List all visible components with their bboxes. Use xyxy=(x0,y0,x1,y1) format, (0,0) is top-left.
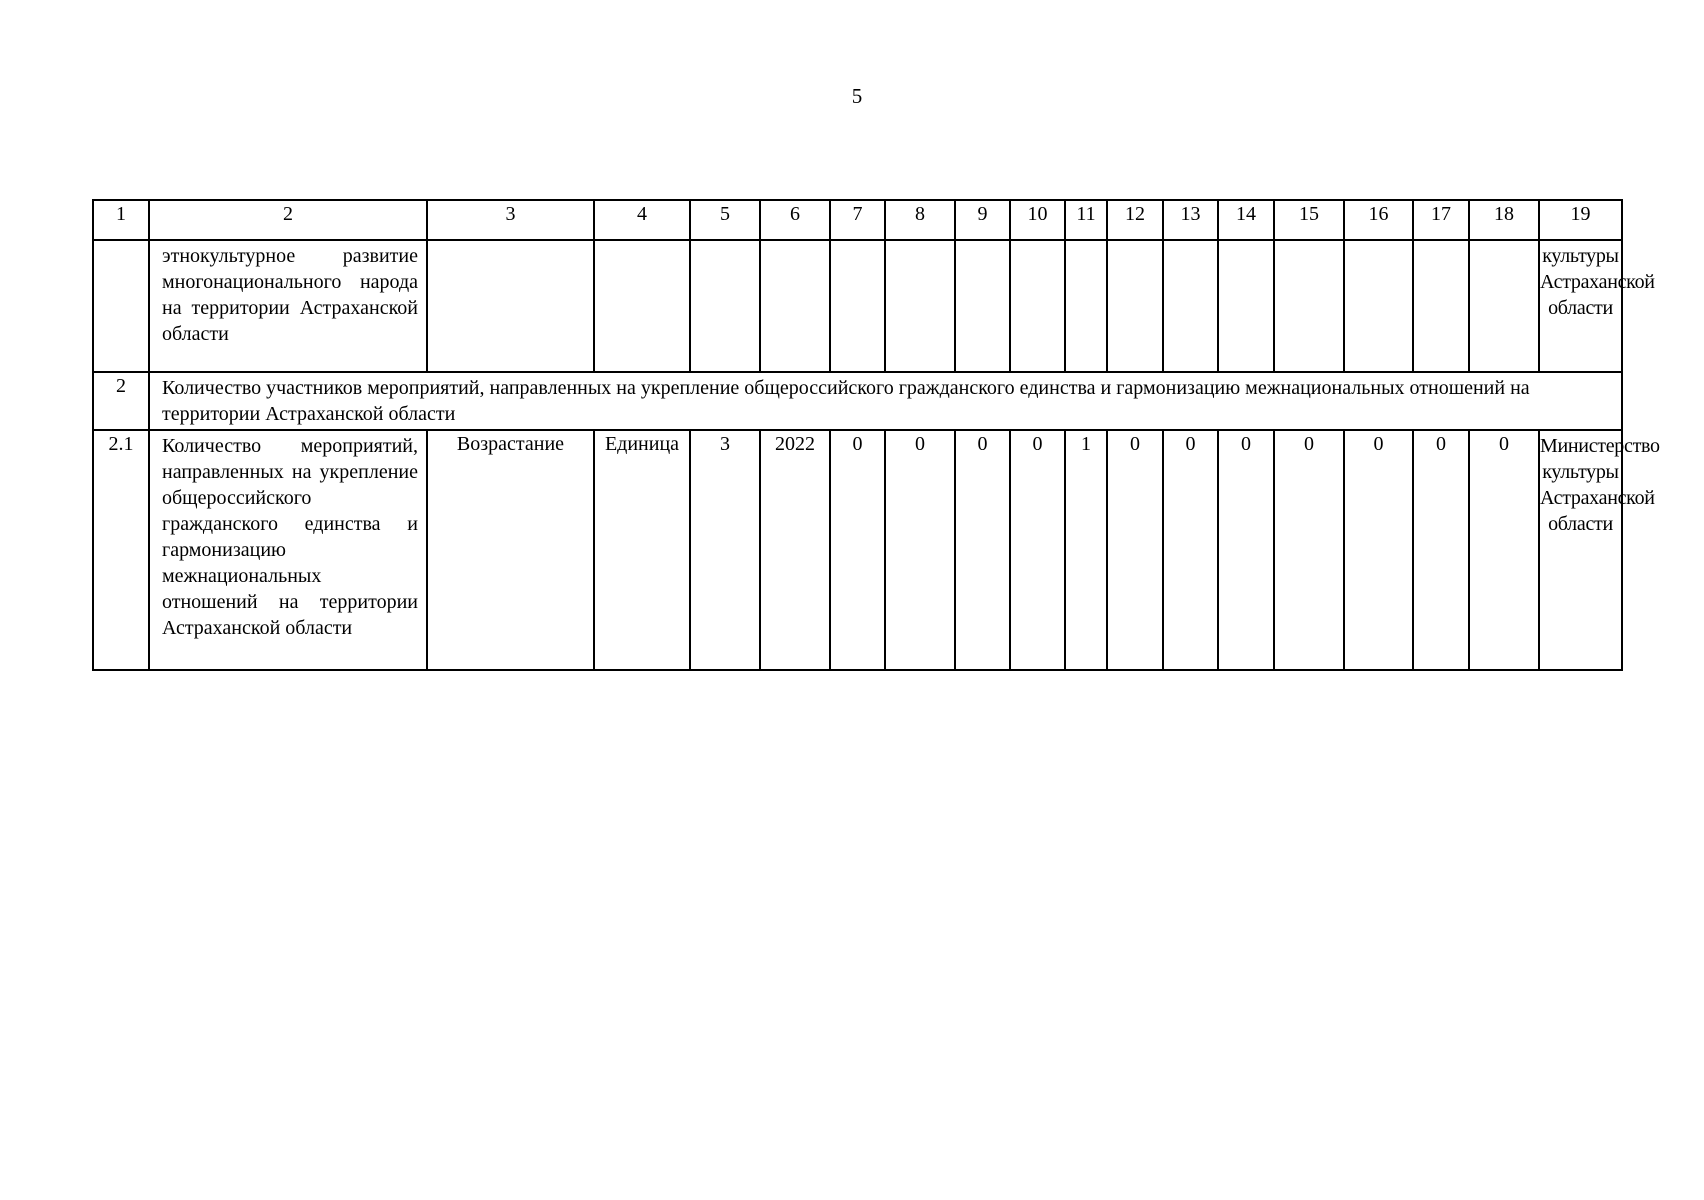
header-cell: 2 xyxy=(149,200,427,240)
header-cell: 5 xyxy=(690,200,760,240)
table-cell xyxy=(1010,240,1065,372)
header-cell: 12 xyxy=(1107,200,1163,240)
section-number: 2 xyxy=(93,372,149,430)
page-number: 5 xyxy=(851,84,863,108)
section-title: Количество участников мероприятий, направленных на укрепление общероссийского гражданского единства и гармонизацию межнациональных отношений на территории Астраханской области xyxy=(149,372,1622,430)
header-cell: 7 xyxy=(830,200,885,240)
table-cell xyxy=(1163,240,1218,372)
table-cell xyxy=(1469,240,1539,372)
table-cell xyxy=(1218,240,1274,372)
value-cell: 0 xyxy=(1344,430,1413,670)
header-cell: 18 xyxy=(1469,200,1539,240)
table-row xyxy=(93,430,1622,670)
value-cell: 0 xyxy=(1010,430,1065,670)
header-cell: 11 xyxy=(1065,200,1107,240)
value-cell: 0 xyxy=(1274,430,1344,670)
table-cell xyxy=(955,240,1010,372)
responsible-cell: Министерство культуры Астраханской области xyxy=(1539,430,1622,670)
table-cell xyxy=(594,240,690,372)
trend-cell: Возрастание xyxy=(427,430,594,670)
responsible-cell: культуры Астраханской области xyxy=(1539,240,1622,372)
header-cell: 17 xyxy=(1413,200,1469,240)
header-row xyxy=(93,200,1622,240)
header-cell: 16 xyxy=(1344,200,1413,240)
table-cell xyxy=(760,240,830,372)
table-cell xyxy=(1107,240,1163,372)
value-cell: 0 xyxy=(885,430,955,670)
header-cell: 1 xyxy=(93,200,149,240)
base-value-cell: 3 xyxy=(690,430,760,670)
value-cell: 0 xyxy=(1163,430,1218,670)
row-number: 2.1 xyxy=(93,430,149,670)
indicator-name-cell: Количество мероприятий, направленных на укрепление общероссийского гражданского единства и гармонизацию межнациональных отношений на территории Астраханской области xyxy=(149,430,427,670)
header-cell: 15 xyxy=(1274,200,1344,240)
base-year-cell: 2022 xyxy=(760,430,830,670)
header-cell: 4 xyxy=(594,200,690,240)
table-cell xyxy=(1274,240,1344,372)
table-row-continued xyxy=(93,240,1622,372)
header-cell: 9 xyxy=(955,200,1010,240)
value-cell: 0 xyxy=(830,430,885,670)
value-cell: 0 xyxy=(955,430,1010,670)
value-cell: 0 xyxy=(1413,430,1469,670)
section-row xyxy=(93,372,1622,430)
indicators-table xyxy=(92,199,1660,671)
header-cell: 3 xyxy=(427,200,594,240)
header-cell: 8 xyxy=(885,200,955,240)
indicator-name-cell: этнокультурное развитие многонационального народа на территории Астраханской области xyxy=(149,240,427,372)
header-cell: 6 xyxy=(760,200,830,240)
header-cell: 10 xyxy=(1010,200,1065,240)
unit-cell: Единица xyxy=(594,430,690,670)
header-cell: 13 xyxy=(1163,200,1218,240)
table-cell xyxy=(690,240,760,372)
value-cell: 0 xyxy=(1218,430,1274,670)
table-cell xyxy=(1344,240,1413,372)
value-cell: 0 xyxy=(1469,430,1539,670)
table-cell xyxy=(1065,240,1107,372)
table-cell xyxy=(885,240,955,372)
value-cell: 0 xyxy=(1107,430,1163,670)
table-cell xyxy=(93,240,149,372)
header-cell: 14 xyxy=(1218,200,1274,240)
header-cell: 19 xyxy=(1539,200,1622,240)
table-cell xyxy=(427,240,594,372)
value-cell: 1 xyxy=(1065,430,1107,670)
table-cell xyxy=(1413,240,1469,372)
table-cell xyxy=(830,240,885,372)
